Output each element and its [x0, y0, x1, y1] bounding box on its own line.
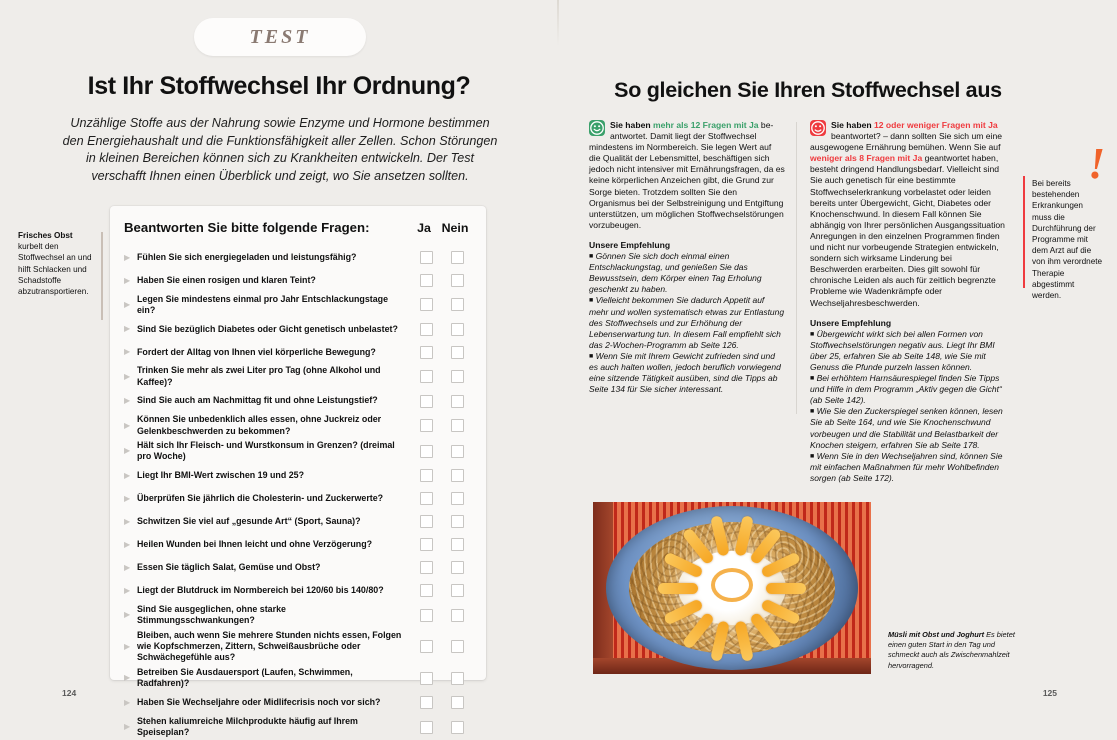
question-row — [124, 602, 474, 628]
right-page — [558, 0, 1117, 720]
photo-honey-swirl — [711, 568, 753, 602]
question-row — [124, 691, 474, 714]
questionnaire-header — [124, 220, 472, 235]
margin-note-right — [1032, 178, 1104, 301]
bullet-arrow-icon: ▶ — [124, 493, 131, 503]
recommendation-item — [810, 329, 1006, 373]
margin-note-left — [18, 230, 94, 297]
checkbox-yes[interactable] — [412, 672, 440, 685]
bullet-arrow-icon: ▶ — [124, 697, 131, 707]
column-green-recommendations — [589, 251, 785, 395]
questionnaire-title: Beantworten Sie bitte folgende Fragen: — [124, 220, 370, 235]
fruit-slice — [766, 583, 806, 594]
recommendation-text: Übergewicht wirkt sich bei allen Formen von Stoffwechselstörungen negativ aus. Liegt Ihr BMI über 25, erfahren Sie ab Seite 148, wie Sie mit Genuss die Pfunde purzeln lassen können. — [810, 328, 995, 372]
column-red-rec-head: Unsere Empfehlung — [810, 317, 892, 328]
recommendation-item — [810, 451, 1006, 484]
bullet-arrow-icon: ▶ — [124, 299, 131, 309]
question-row — [124, 438, 474, 464]
question-row — [124, 292, 474, 318]
question-list — [124, 246, 474, 740]
question-text: Hält sich Ihr Fleisch- und Wurstkonsum in Grenzen? (dreimal pro Woche) — [137, 439, 395, 462]
question-row — [124, 556, 474, 579]
checkbox-yes[interactable] — [412, 515, 440, 528]
checkbox-no[interactable] — [440, 445, 474, 458]
checkbox-yes[interactable] — [412, 640, 440, 653]
checkbox-yes[interactable] — [412, 445, 440, 458]
bullet-arrow-icon: ▶ — [124, 673, 131, 683]
column-green-lead-prefix: Sie haben — [610, 120, 653, 130]
checkbox-no[interactable] — [440, 721, 474, 734]
checkbox-no[interactable] — [440, 251, 474, 264]
square-bullet-icon: ■ — [810, 452, 815, 460]
folio-right: 125 — [1042, 688, 1057, 698]
bullet-arrow-icon: ▶ — [124, 252, 131, 262]
fruit-slice — [658, 583, 698, 594]
column-red — [810, 120, 1006, 484]
recommendation-text: Wenn Sie mit Ihrem Gewicht zufrieden sind und es auch halten wollen, jedoch beruflich vorwiegend eine sitzende Tätigkeit ausüben, sind die Tipps ab Seite 134 für Sie sicher interessant. — [589, 350, 781, 395]
question-text: Sind Sie auch am Nachmittag fit und ohne Leistungstief? — [137, 395, 378, 406]
checkbox-no[interactable] — [440, 538, 474, 551]
question-row — [124, 318, 474, 341]
column-green-lead-highlight: mehr als 12 Fragen mit Ja — [652, 120, 759, 130]
square-bullet-icon: ■ — [589, 297, 594, 305]
question-row — [124, 413, 474, 439]
question-text: Essen Sie täglich Salat, Gemüse und Obst? — [137, 562, 321, 573]
question-row — [124, 579, 474, 602]
question-text: Schwitzen Sie viel auf „gesunde Art“ (Sport, Sauna)? — [137, 516, 361, 527]
margin-rule — [101, 232, 103, 320]
recommendation-text: Bei erhöhtem Harnsäurespiegel finden Sie Tipps und Hilfe in dem Programm „Aktiv gegen die Gicht“ (ab Seite 142). — [810, 373, 1002, 406]
bullet-arrow-icon: ▶ — [124, 516, 131, 526]
question-text: Bleiben, auch wenn Sie mehrere Stunden nichts essen, Folgen wie Kopfschmerzen, Zittern, Schweißausbrüche oder Schwächegefühle aus? — [137, 629, 402, 663]
question-text: Fordert der Alltag von Ihnen viel körperliche Bewegung? — [137, 346, 376, 357]
margin-note-left-body: kurbelt den Stoffwechsel an und hilft Schlacken und Schadstoffe abzutransportieren. — [18, 242, 92, 297]
question-row — [124, 665, 474, 691]
checkbox-no[interactable] — [440, 561, 474, 574]
checkbox-yes[interactable] — [412, 419, 440, 432]
question-text: Sind Sie bezüglich Diabetes oder Gicht genetisch unbelastet? — [137, 323, 398, 334]
recommendation-item — [589, 251, 785, 295]
deck-text: Unzählige Stoffe aus der Nahrung sowie Enzyme und Hormone bestimmen den Energiehaushalt und die Funktionsfähigkeit aller Zellen. Schon Störungen in kleinen Bereichen können sich zu Krankheiten entwickeln. Der Test verschafft Ihnen einen Überblick und zeigt, wo Sie ansetzen sollten. — [62, 116, 498, 183]
column-header-no: Nein — [441, 221, 469, 235]
column-divider — [796, 122, 797, 414]
question-text: Haben Sie Wechseljahre oder Midlifecrisis noch vor sich? — [137, 696, 381, 707]
checkbox-yes[interactable] — [412, 323, 440, 336]
column-red-highlight-2: weniger als 8 Fragen mit Ja — [810, 153, 923, 164]
test-badge — [194, 18, 366, 56]
bullet-arrow-icon: ▶ — [124, 585, 131, 595]
checkbox-no[interactable] — [440, 469, 474, 482]
question-row — [124, 341, 474, 364]
photo-caption-head: Müsli mit Obst und Joghurt — [888, 630, 985, 639]
question-text: Stehen kaliumreiche Milchprodukte häufig auf Ihrem Speiseplan? — [137, 715, 358, 737]
margin-note-right-body: Bei bereits bestehenden Erkrankungen muss die Durchführung der Programme mit dem Arzt auf die von ihm verordnete Therapie abgestimmt werden. — [1032, 179, 1103, 301]
exclamation-mark-icon: ! — [1088, 139, 1106, 188]
square-bullet-icon: ■ — [589, 352, 594, 360]
bullet-arrow-icon: ▶ — [124, 641, 131, 651]
checkbox-yes[interactable] — [412, 298, 440, 311]
bullet-arrow-icon: ▶ — [124, 722, 131, 731]
checkbox-no[interactable] — [440, 492, 474, 505]
checkbox-no[interactable] — [440, 584, 474, 597]
bullet-arrow-icon: ▶ — [124, 610, 131, 620]
left-page — [0, 0, 558, 737]
checkbox-no[interactable] — [440, 298, 474, 311]
recommendation-text: Vielleicht bekommen Sie dadurch Appetit auf mehr und wollen systematisch etwas zur Entlastung des Stoffwechsels und zur Erhöhung der Lebenserwartung tun. In diesem Fall empfiehlt sich das 2-Wochen-Programm ab Seite 126. — [589, 295, 785, 350]
checkbox-no[interactable] — [440, 672, 474, 685]
question-row — [124, 628, 474, 665]
checkbox-no[interactable] — [440, 370, 474, 383]
question-row — [124, 533, 474, 556]
questionnaire-card — [110, 206, 486, 737]
question-text: Legen Sie mindestens einmal pro Jahr Entschlackungstage ein? — [137, 293, 389, 315]
checkbox-yes[interactable] — [412, 584, 440, 597]
checkbox-no[interactable] — [440, 640, 474, 653]
question-text: Sind Sie ausgeglichen, ohne starke Stimmungsschwankungen? — [137, 603, 286, 626]
column-header-yes: Ja — [417, 221, 431, 235]
bullet-arrow-icon: ▶ — [124, 539, 131, 549]
bullet-arrow-icon: ▶ — [124, 420, 131, 430]
bullet-arrow-icon: ▶ — [124, 470, 131, 480]
column-red-body-2: geantwortet haben, besteht dringend Handlungsbedarf. Vielleicht sind Sie auch genetisch für eine bestimmte Stoffwechselerkrankung vorbelastet oder leiden bereits unter Übergewicht, Gicht, Diabetes oder Knochenschwund. In diesem Fall können Sie abhängig von Ihrer persönlichen Ausgangssituation Anregungen in den einzelnen Programmen finden und nicht nur vorbeugende Strategien entwickeln, sondern sich wirksame Linderung bei Beschwerden erarbeiten. Dies gilt sowohl für chronische Leiden als auch für zeitlich begrenzte Probleme wie Wadenkrämpfe oder Wechseljahresbeschwerden. — [810, 153, 1005, 308]
checkbox-yes[interactable] — [412, 561, 440, 574]
square-bullet-icon: ■ — [810, 375, 815, 383]
question-row — [124, 269, 474, 292]
question-text: Fühlen Sie sich energiegeladen und leistungsfähig? — [137, 251, 357, 262]
square-bullet-icon: ■ — [810, 330, 815, 338]
column-green-rec-head: Unsere Empfehlung — [589, 239, 671, 250]
checkbox-yes[interactable] — [412, 609, 440, 622]
bullet-arrow-icon: ▶ — [124, 396, 131, 406]
recommendation-item — [810, 373, 1006, 406]
right-page-title: So gleichen Sie Ihren Stoffwechsel aus — [614, 78, 1002, 102]
smiley-happy-green-icon — [589, 120, 605, 136]
question-text: Liegt Ihr BMI-Wert zwischen 19 und 25? — [137, 470, 305, 481]
column-red-body-1: beantwortet? – dann sollten Sie sich um eine ausgewogene Ernährung bemühen. Wenn Sie auf — [810, 131, 1003, 153]
square-bullet-icon: ■ — [810, 408, 815, 416]
checkbox-no[interactable] — [440, 419, 474, 432]
checkbox-no[interactable] — [440, 515, 474, 528]
folio-left: 124 — [62, 688, 77, 698]
column-red-lead-prefix: Sie haben — [831, 120, 874, 130]
smiley-concerned-red-icon — [810, 120, 826, 136]
recommendation-text: Wie Sie den Zuckerspiegel senken können, lesen Sie ab Seite 164, und wie Sie Knochenschwund vorbeugen und die Stabilität und Belastbarkeit der Knochen steigern, erfahren Sie ab Seite 178. — [810, 406, 1003, 450]
recommendation-text: Wenn Sie in den Wechseljahren sind, können Sie mit einfachen Maßnahmen für mehr Wohlbefinden sorgen (ab Seite 172). — [810, 450, 1003, 483]
question-text: Betreiben Sie Ausdauersport (Laufen, Schwimmen, Radfahren)? — [137, 666, 353, 689]
checkbox-yes[interactable] — [412, 721, 440, 734]
bullet-arrow-icon: ▶ — [124, 275, 131, 285]
recommendation-item — [589, 295, 785, 350]
checkbox-yes[interactable] — [412, 538, 440, 551]
margin-note-left-lead: Frisches Obst — [18, 231, 73, 240]
question-text: Haben Sie einen rosigen und klaren Teint? — [137, 274, 316, 285]
square-bullet-icon: ■ — [589, 253, 594, 261]
checkbox-no[interactable] — [440, 395, 474, 408]
question-row — [124, 246, 474, 269]
question-row — [124, 390, 474, 413]
checkbox-yes[interactable] — [412, 274, 440, 287]
recommendation-item — [810, 406, 1006, 450]
question-text: Heilen Wunden bei Ihnen leicht und ohne Verzögerung? — [137, 539, 373, 550]
column-green-body: beantwortet. Damit liegt der Stoffwechsel mindestens im Normbereich. Sie legen Wert auf die Qualität der Lebensmittel, beschäftigen sich jedoch nicht intensiver mit Ernährungsfragen, da es keine körperlichen Anzeichen gibt, die Grund zur Sorge bieten. Trotzdem sollten Sie den Organismus bei der Selbstreinigung und Entgiftung unterstützen, um möglichen Stoffwechselstörungen vorzubeugen. — [589, 120, 785, 230]
bullet-arrow-icon: ▶ — [124, 347, 131, 357]
question-row — [124, 714, 474, 740]
photo-caption-body: Es bietet einen guten Start in den Tag und schmeckt auch als Zwischenmahlzeit hervorragend. — [888, 630, 1015, 670]
recommendation-text: Gönnen Sie sich doch einmal einen Entschlackungstag, und genießen Sie das Bewusstsein, dem Körper einen Tag Erholung geschenkt zu haben. — [589, 251, 762, 295]
checkbox-no[interactable] — [440, 274, 474, 287]
margin-rule-red — [1023, 176, 1025, 288]
question-text: Trinken Sie mehr als zwei Liter pro Tag (ohne Alkohol und Kaffee)? — [137, 365, 381, 387]
bullet-arrow-icon: ▶ — [124, 446, 131, 456]
question-text: Liegt der Blutdruck im Normbereich bei 120/60 bis 140/80? — [137, 585, 384, 596]
column-red-lead-highlight: 12 oder weniger Fragen mit Ja — [873, 120, 998, 130]
question-row — [124, 487, 474, 510]
muesli-with-fruit-and-yoghurt-photo — [593, 502, 871, 674]
checkbox-yes[interactable] — [412, 370, 440, 383]
question-row — [124, 510, 474, 533]
question-row — [124, 464, 474, 487]
checkbox-no[interactable] — [440, 323, 474, 336]
column-green — [589, 120, 785, 395]
recommendation-item — [589, 351, 785, 395]
bullet-arrow-icon: ▶ — [124, 562, 131, 572]
checkbox-yes[interactable] — [412, 696, 440, 709]
checkbox-no[interactable] — [440, 696, 474, 709]
checkbox-yes[interactable] — [412, 469, 440, 482]
question-text: Überprüfen Sie jährlich die Cholesterin- und Zuckerwerte? — [137, 493, 384, 504]
test-badge-label: TEST — [249, 25, 311, 48]
checkbox-yes[interactable] — [412, 251, 440, 264]
checkbox-yes[interactable] — [412, 346, 440, 359]
checkbox-no[interactable] — [440, 609, 474, 622]
checkbox-yes[interactable] — [412, 492, 440, 505]
question-text: Können Sie unbedenklich alles essen, ohne Juckreiz oder Gelenkbeschwerden zu bekommen? — [137, 414, 382, 436]
photo-caption — [888, 630, 1016, 671]
bullet-arrow-icon: ▶ — [124, 324, 131, 334]
question-row — [124, 364, 474, 390]
checkbox-no[interactable] — [440, 346, 474, 359]
column-red-recommendations — [810, 329, 1006, 484]
checkbox-yes[interactable] — [412, 395, 440, 408]
bullet-arrow-icon: ▶ — [124, 371, 131, 381]
page-title: Ist Ihr Stoffwechsel Ihr Ordnung? — [87, 72, 471, 100]
